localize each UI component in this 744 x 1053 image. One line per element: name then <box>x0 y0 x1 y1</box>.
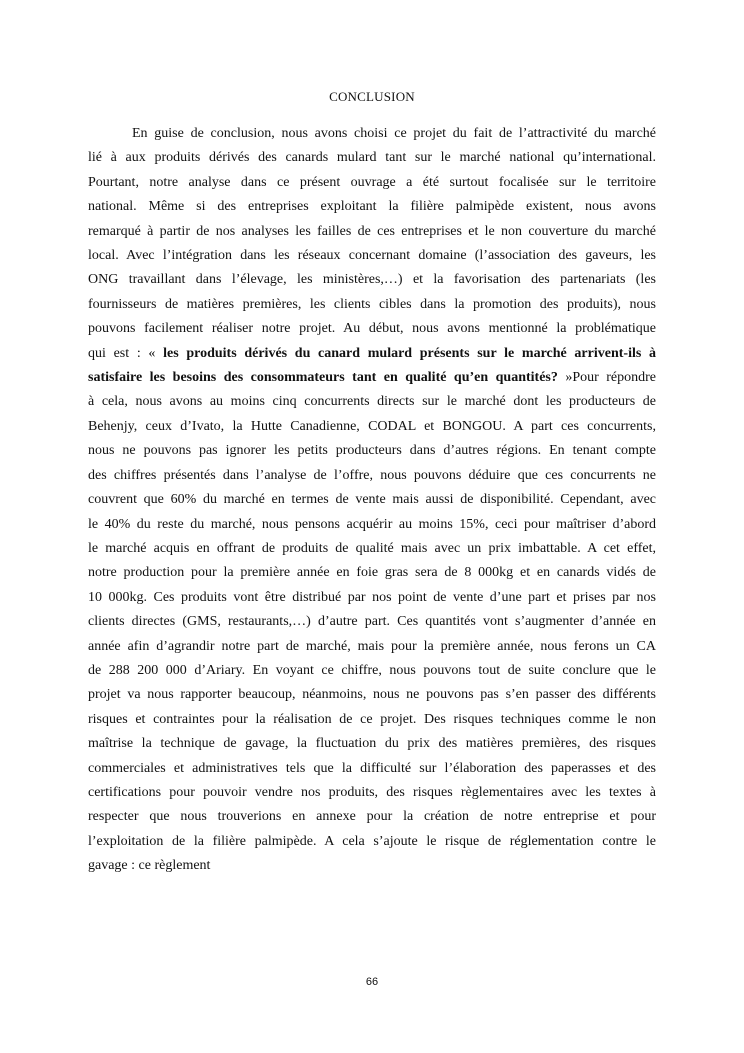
bold-problem-statement: les produits dérivés du canard mulard présents sur le marché arrivent-ils à <box>163 345 656 361</box>
text-line: couvrent que 60% du marché en termes de vente mais aussi de disponibilité. Cependant, avec <box>88 492 656 508</box>
conclusion-paragraph <box>88 122 656 879</box>
text-line: lié à aux produits dérivés des canards mulard tant sur le marché national qu’international. <box>88 150 656 166</box>
text-line: fournisseurs de matières premières, les clients cibles dans la promotion des produits), nous <box>88 296 656 312</box>
text-line: à cela, nous avons au moins cinq concurrents directs sur le marché dont les producteurs de <box>88 394 656 410</box>
text-line: certifications pour pouvoir vendre nos produits, des risques règlementaires avec les textes à <box>88 784 656 800</box>
text-line: des chiffres présentés dans l’analyse de l’offre, nous pouvons déduire que ces concurrents ne <box>88 467 656 483</box>
text-line: nous ne pouvons pas ignorer les petits producteurs dans d’autres régions. En tenant compte <box>88 443 656 459</box>
text-line: risques et contraintes pour la réalisation de ce projet. Des risques techniques comme le non <box>88 711 656 727</box>
text-segment: qui est : « <box>88 345 164 361</box>
text-line: ONG travaillant dans l’élevage, les ministères,…) et la favorisation des partenariats (les <box>88 272 656 288</box>
text-line: pouvons facilement réaliser notre projet. Au début, nous avons mentionné la problématique <box>88 321 656 337</box>
text-line: le 40% du reste du marché, nous pensons acquérir au moins 15%, ceci pour maîtriser d’abord <box>88 516 656 532</box>
text-line: Behenjy, ceux d’Ivato, la Hutte Canadienne, CODAL et BONGOU. A part ces concurrents, <box>88 418 656 434</box>
text-line: Pourtant, notre analyse dans ce présent ouvrage a été surtout focalisée sur le territoire <box>88 174 656 190</box>
page-title: CONCLUSION <box>329 89 415 104</box>
text-line <box>88 366 656 390</box>
bold-problem-statement: satisfaire les besoins des consommateurs tant en qualité qu’en quantités? <box>88 370 558 386</box>
text-line: remarqué à partir de nos analyses les failles de ces entreprises et le non couverture du marché <box>88 223 656 239</box>
text-line: respecter que nous trouverions en annexe pour la création de notre entreprise et pour <box>88 809 656 825</box>
text-line: clients directes (GMS, restaurants,…) d’autre part. Ces quantités vont s’augmenter d’année en <box>88 614 656 630</box>
text-line: commerciales et administratives tels que la difficulté sur l’élaboration des paperasses et des <box>88 760 656 776</box>
text-line: l’exploitation de la filière palmipède. A cela s’ajoute le risque de réglementation contre le <box>88 833 656 849</box>
text-line: maîtrise la technique de gavage, la fluctuation du prix des matières premières, des risques <box>88 736 656 752</box>
page-number: 66 <box>365 976 379 988</box>
text-line: national. Même si des entreprises exploitant la filière palmipède existent, nous avons <box>88 199 656 215</box>
text-line: local. Avec l’intégration dans les réseaux concernant domaine (l’association des gaveurs, les <box>88 248 656 264</box>
text-line: notre production pour la première année en foie gras sera de 8 000kg et en canards vidés de <box>88 565 656 581</box>
text-line: de 288 200 000 d’Ariary. En voyant ce chiffre, nous pouvons tout de suite conclure que le <box>88 662 656 678</box>
text-line: le marché acquis en offrant de produits de qualité mais avec un prix imbattable. A cet effet, <box>88 540 656 556</box>
text-line: projet va nous rapporter beaucoup, néanmoins, nous ne pouvons pas s’en passer des différents <box>88 687 656 703</box>
text-line: En guise de conclusion, nous avons choisi ce projet du fait de l’attractivité du marché <box>132 126 656 141</box>
text-line <box>88 342 656 366</box>
text-line: année afin d’agrandir notre part de marché, mais pour la première année, nous ferons un CA <box>88 638 656 654</box>
text-segment: »Pour répondre <box>557 370 656 386</box>
text-line: gavage : ce règlement <box>88 858 211 874</box>
text-line: 10 000kg. Ces produits vont être distribué par nos point de vente d’une part et prises par nos <box>88 589 656 605</box>
